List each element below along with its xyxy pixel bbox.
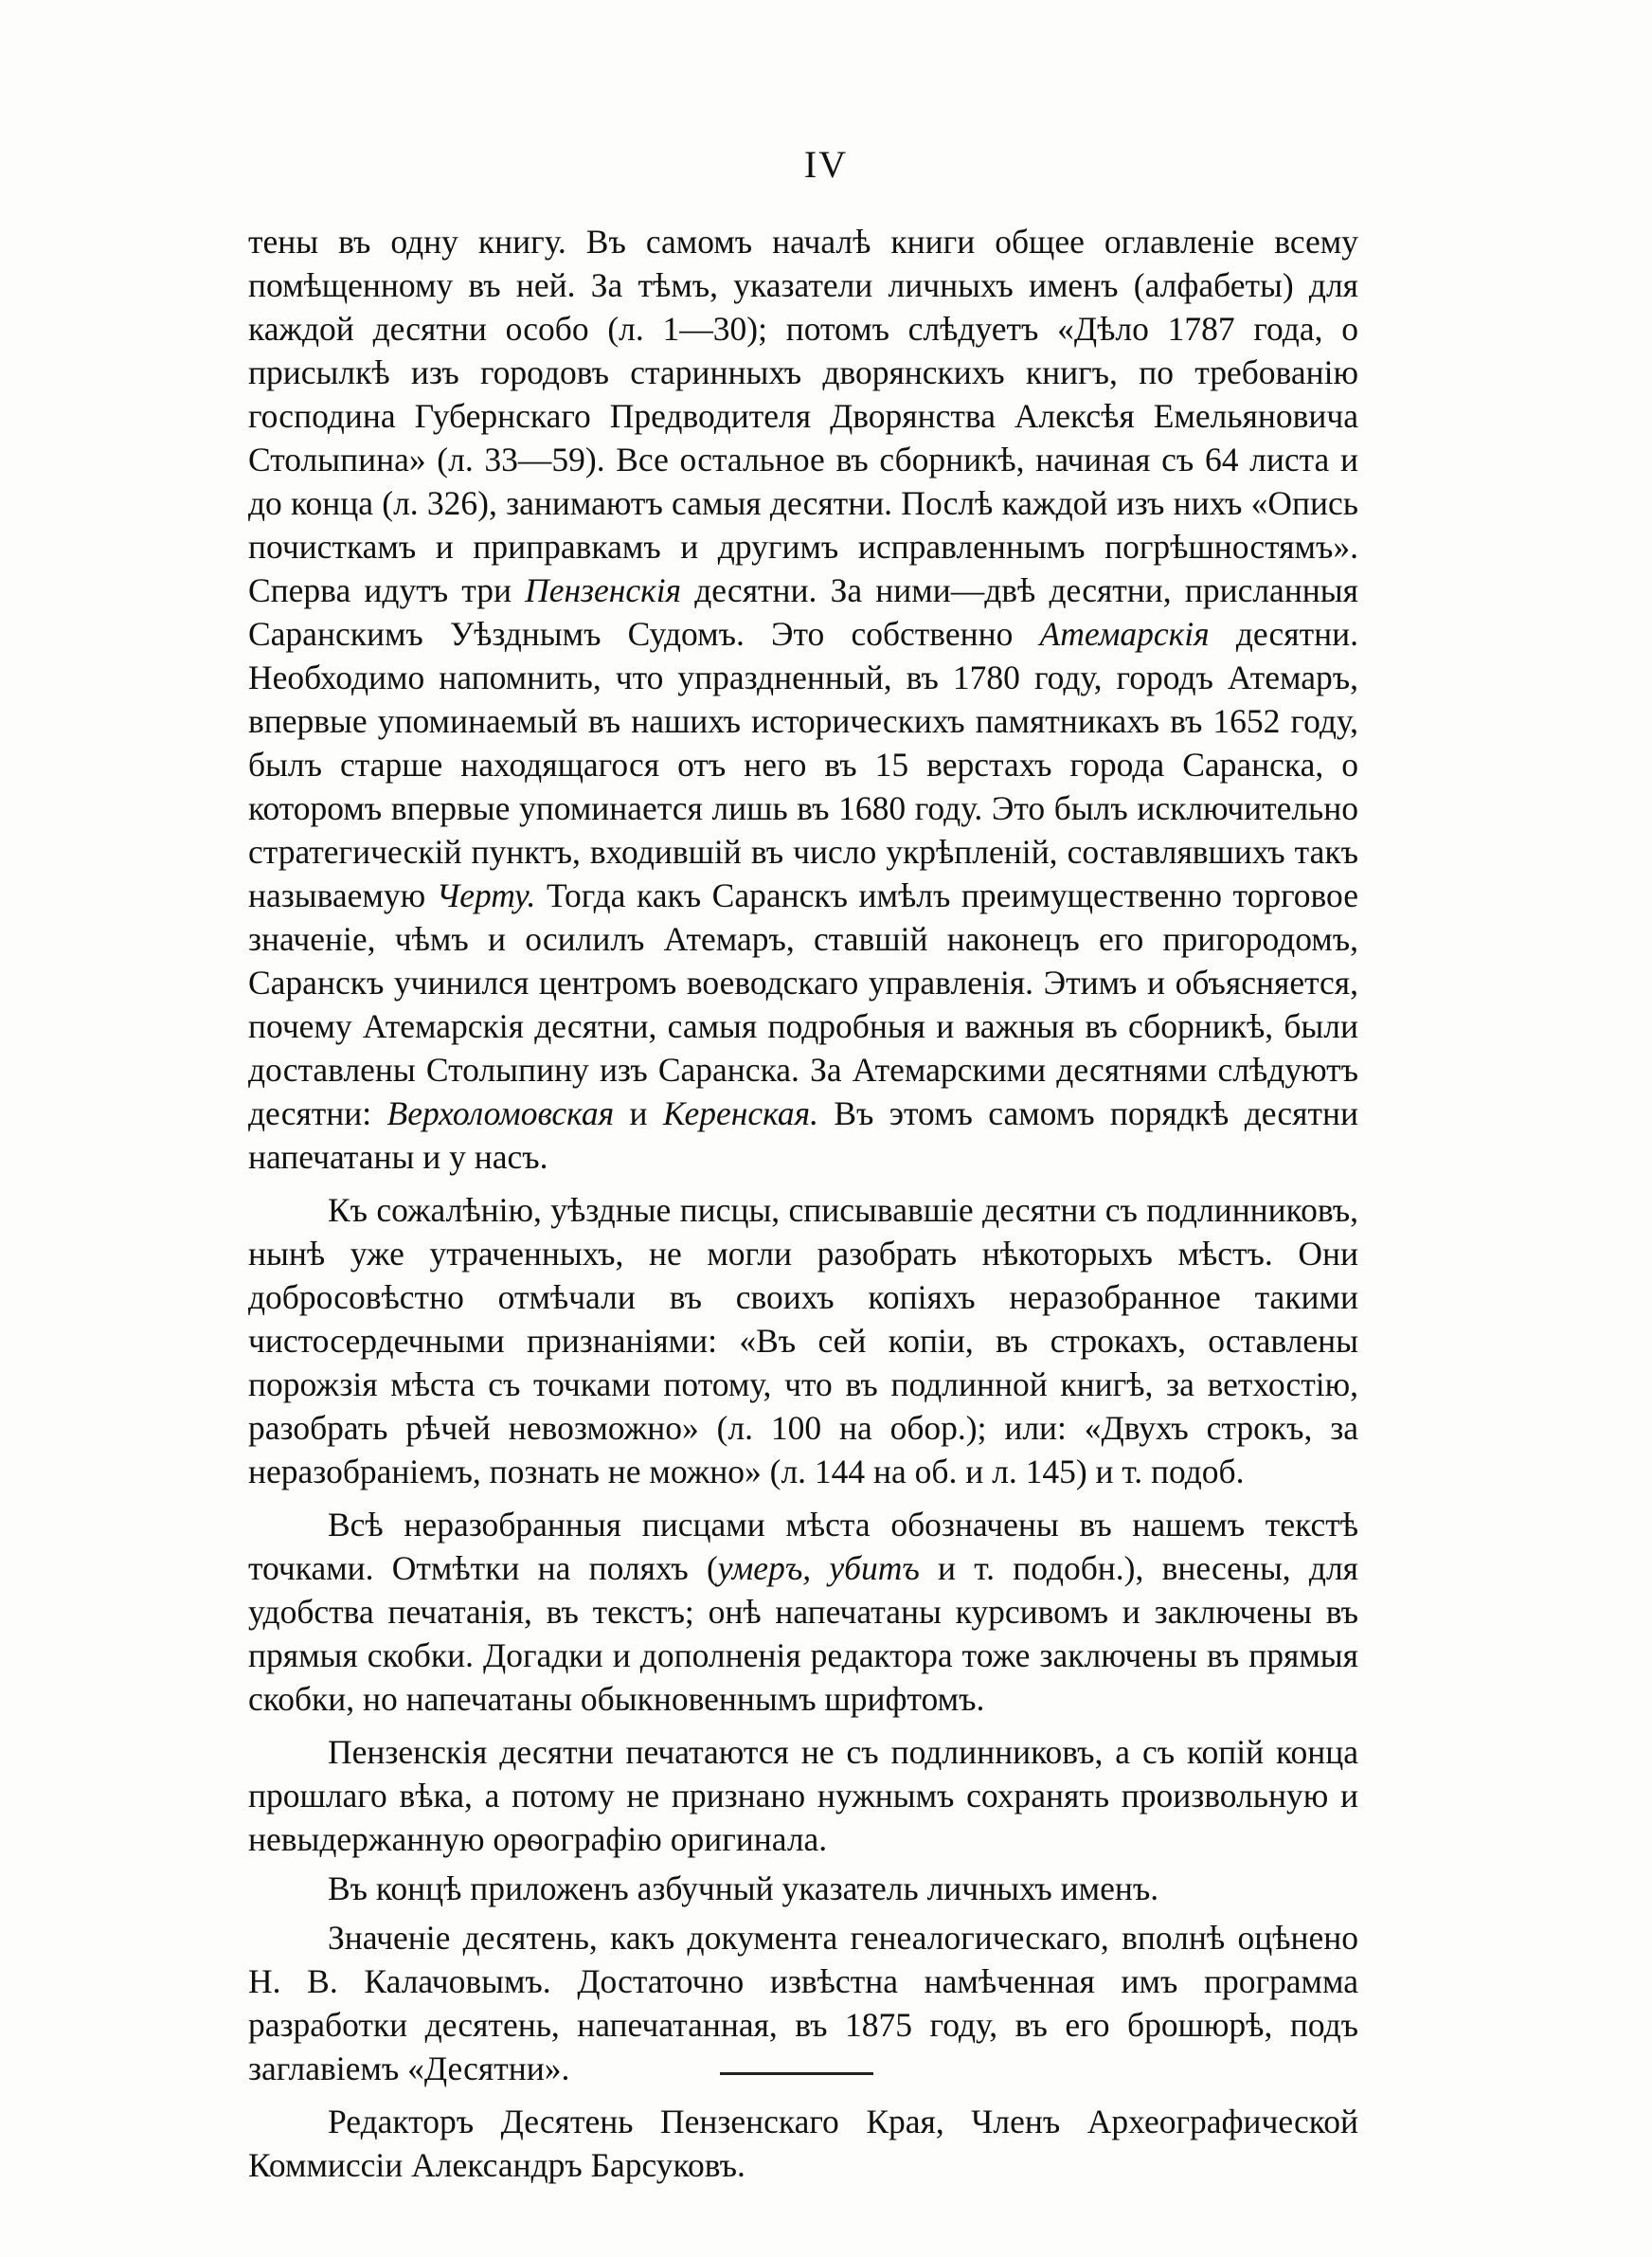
paragraph-index xyxy=(248,1867,1358,1910)
text-segment: и xyxy=(614,1094,663,1132)
italic-segment: Верхоломовская xyxy=(386,1094,615,1132)
text-segment: Тогда какъ Саранскъ имѣлъ преимущественно торговое значеніе, чѣмъ и осилилъ Атемаръ, ставшій наконецъ его пригородомъ, Саранскъ учинился центромъ воеводскаго управленія. Этимъ и объясняется, почему Атемарскія десятни, самыя подробныя и важныя въ сборникѣ, были доставлены Столыпину изъ Саранска. За Атемарскими десятнями слѣдуютъ десятни: xyxy=(248,876,1358,1132)
italic-segment: умеръ, убитъ xyxy=(717,1549,920,1587)
paragraph-penza-copies xyxy=(248,1730,1358,1861)
italic-segment: Черту. xyxy=(436,876,536,914)
italic-segment: Керенская. xyxy=(662,1094,818,1132)
paragraph-copyists xyxy=(248,1188,1358,1493)
text-segment: Въ этомъ самомъ порядкѣ десятни напечатаны и у насъ. xyxy=(248,1094,1358,1176)
text-segment: Пензенскія десятни печатаются не съ подлинниковъ, а съ копій конца прошлаго вѣка, а потому не признано нужнымъ сохранять произвольную и невыдержанную орѳографію оригинала. xyxy=(248,1733,1358,1858)
paragraph-significance xyxy=(248,1916,1358,2090)
end-rule-divider xyxy=(720,2072,873,2075)
page-number: IV xyxy=(803,143,849,186)
body-text xyxy=(248,220,1358,2196)
paragraph-notation xyxy=(248,1503,1358,1721)
text-segment: Въ концѣ приложенъ азбучный указатель личныхъ именъ. xyxy=(328,1869,1159,1907)
paragraph-signature xyxy=(248,2100,1358,2187)
text-segment: десятни. Необходимо напомнить, что упраздненный, въ 1780 году, городъ Атемаръ, впервые упоминаемый въ нашихъ историческихъ памятникахъ въ 1652 году, былъ старше находящагося отъ него въ 15 верстахъ города Саранска, о которомъ впервые упоминается лишь въ 1680 году. Это былъ исключительно стратегическій пунктъ, входившій въ число укрѣпленій, составлявшихъ такъ называемую xyxy=(248,615,1358,914)
italic-segment: Пензенскія xyxy=(525,571,682,609)
text-segment: и т. подобн.), внесены, для удобства печатанія, въ текстъ; онѣ напечатаны курсивомъ и заключены въ прямыя скобки. Догадки и дополненія редактора тоже заключены въ прямыя скобки, но напечатаны обыкновеннымъ шрифтомъ. xyxy=(248,1549,1359,1718)
text-segment: Редакторъ Десятень Пензенскаго Края, Членъ Археографической Коммиссіи Александръ Барсуковъ. xyxy=(248,2103,1358,2184)
text-segment: Значеніе десятень, какъ документа генеалогическаго, вполнѣ оцѣнено Н. В. Калачовымъ. Достаточно извѣстна намѣченная имъ программа разработки десятень, напечатанная, въ 1875 году, въ его брошюрѣ, подъ заглавіемъ «Десятни». xyxy=(248,1919,1358,2087)
text-segment: десятни. За ними—двѣ десятни, присланныя Саранскимъ Уѣзднымъ Судомъ. Это собственно xyxy=(248,571,1358,653)
text-segment: Къ сожалѣнію, уѣздные писцы, списывавшіе десятни съ подлинниковъ, нынѣ уже утраченныхъ, не могли разобрать нѣкоторыхъ мѣстъ. Они добросовѣстно отмѣчали въ своихъ копіяхъ неразобранное такими чистосердечными признаніями: «Въ сей копіи, въ строкахъ, оставлены порожзія мѣста съ точками потому, что въ подлинной книгѣ, за ветхостію, разобрать рѣчей невозможно» (л. 100 на обор.); или: «Двухъ строкъ, за неразобраніемъ, познать не можно» (л. 144 на об. и л. 145) и т. подоб. xyxy=(248,1191,1358,1490)
text-segment: тены въ одну книгу. Въ самомъ началѣ книги общее оглавленіе всему помѣщенному въ ней. За тѣмъ, указатели личныхъ именъ (алфабеты) для каждой десятни особо (л. 1—30); потомъ слѣдуетъ «Дѣло 1787 года, о присылкѣ изъ городовъ старинныхъ дворянскихъ книгъ, по требованію господина Губернскаго Предводителя Дворянства Алексѣя Емельяновича Столыпина» (л. 33—59). Все остальное въ сборникѣ, начиная съ 64 листа и до конца (л. 326), занимаютъ самыя десятни. Послѣ каждой изъ нихъ «Опись почисткамъ и приправкамъ и другимъ исправленнымъ погрѣшностямъ». Сперва идутъ три xyxy=(248,223,1358,609)
italic-segment: Атемарскія xyxy=(1039,615,1210,653)
paragraph-continuation xyxy=(248,220,1358,1179)
text-segment: Всѣ неразобранныя писцами мѣста обозначены въ нашемъ текстѣ точками. Отмѣтки на поляхъ ( xyxy=(248,1506,1358,1587)
